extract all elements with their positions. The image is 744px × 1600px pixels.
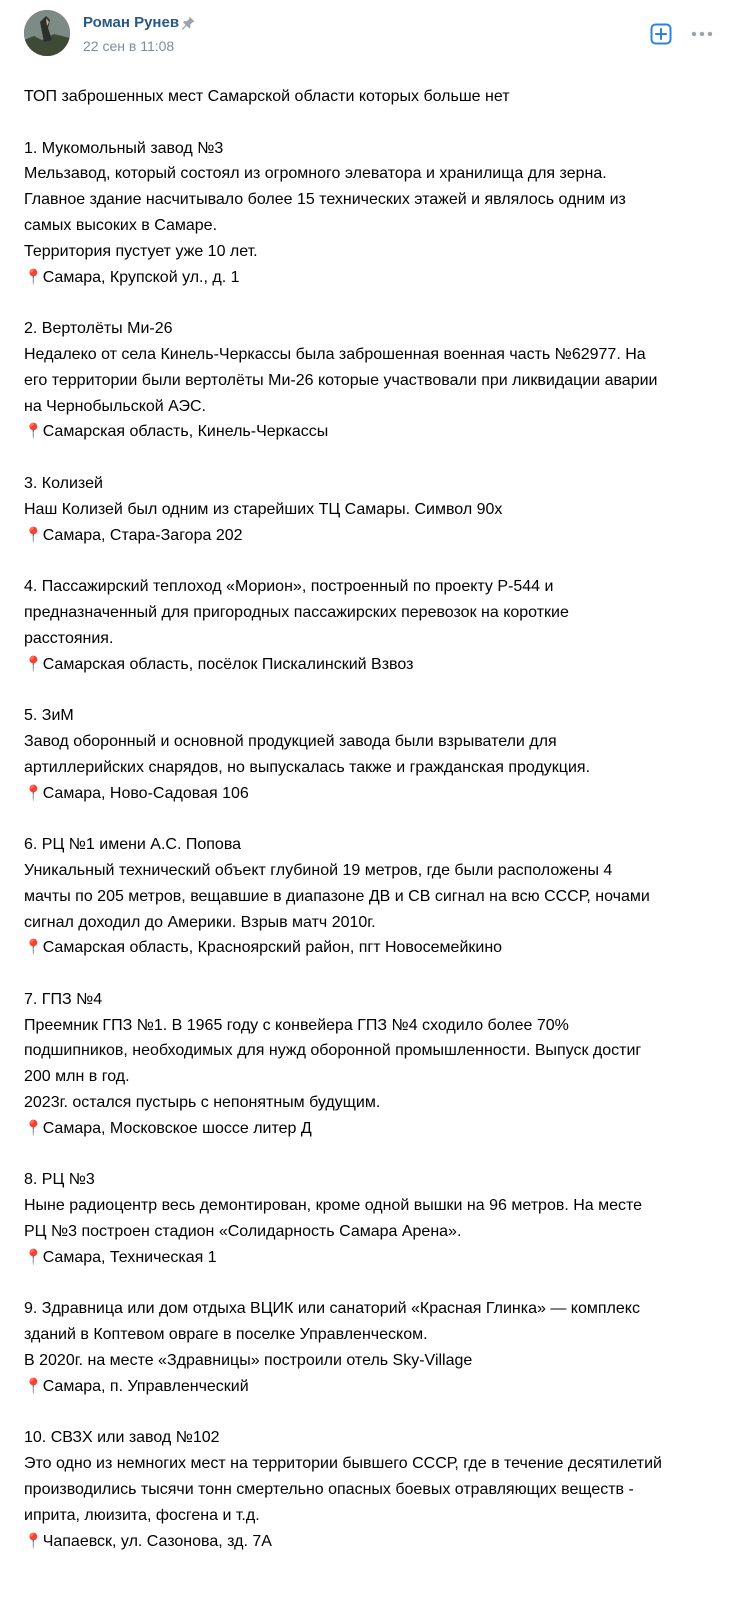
location-text: Самара, п. Управленческий (42, 1377, 249, 1395)
item-heading: 2. Вертолёты Ми-26 (24, 320, 173, 338)
list-item (24, 987, 724, 1142)
paragraph-gap (24, 445, 724, 471)
item-text-line: его территории были вертолёты Ми-26 которые участвовали при ликвидации аварии (24, 371, 658, 389)
location-pin-icon: 📍 (24, 654, 43, 673)
item-text-line: Завод оборонный и основной продукцией завода были взрыватели для (24, 732, 557, 750)
location-pin-icon: 📍 (24, 1247, 43, 1266)
item-heading: 8. РЦ №3 (24, 1171, 95, 1189)
paragraph-gap (24, 548, 724, 574)
list-item (24, 703, 724, 806)
item-text-line: мачты по 205 метров, вещавшие в диапазоне ДВ и СВ сигнал на всю СССР, ночами (24, 887, 650, 905)
paragraph-gap (24, 961, 724, 987)
item-text-line: Мельзавод, который состоял из огромного элеватора и хранилища для зерна. (24, 165, 607, 183)
location-text: Самарская область, посёлок Пискалинский Взвоз (42, 655, 414, 673)
item-location (24, 1374, 724, 1400)
paragraph-gap (24, 677, 724, 703)
item-heading: 3. Колизей (24, 474, 103, 492)
location-pin-icon: 📍 (24, 422, 43, 441)
paragraph-gap (24, 1142, 724, 1168)
item-text-line: Главное здание насчитывало более 15 технических этажей и являлось одним из (24, 191, 626, 209)
item-location (24, 1529, 724, 1555)
location-text: Самара, Крупской ул., д. 1 (42, 268, 240, 286)
item-text-line: Ныне радиоцентр весь демонтирован, кроме одной вышки на 96 метров. На месте (24, 1197, 643, 1215)
item-text-line: производились тысячи тонн смертельно опасных боевых отравляющих веществ - (24, 1481, 634, 1499)
item-text-line: Уникальный технический объект глубиной 19 метров, где были расположены 4 (24, 861, 613, 879)
item-location (24, 1116, 724, 1142)
location-text: Самара, Техническая 1 (42, 1248, 217, 1266)
item-text-line: В 2020г. на месте «Здравницы» построили отель Sky-Village (24, 1352, 473, 1370)
add-square-icon[interactable] (649, 22, 673, 46)
item-text-line: 200 млн в год. (24, 1068, 130, 1086)
item-text-line: 2023г. остался пустырь с непонятным будущим. (24, 1094, 381, 1112)
location-pin-icon: 📍 (24, 783, 43, 802)
list-item (24, 1167, 724, 1270)
location-text: Самарская область, Кинель-Черкассы (42, 423, 329, 441)
author-name[interactable]: Роман Рунев (83, 14, 180, 31)
item-heading: 5. ЗиМ (24, 707, 74, 725)
post-date[interactable]: 22 сен в 11:08 (83, 38, 175, 54)
list-item (24, 574, 724, 677)
list-item (24, 471, 724, 548)
more-horizontal-icon[interactable] (689, 22, 715, 46)
location-pin-icon: 📍 (24, 938, 43, 957)
list-item (24, 316, 724, 445)
location-text: Чапаевск, ул. Сазонова, зд. 7А (42, 1532, 272, 1550)
item-heading: 7. ГПЗ №4 (24, 990, 103, 1008)
item-heading: 6. РЦ №1 имени А.С. Попова (24, 836, 242, 854)
item-location (24, 419, 724, 445)
item-location (24, 523, 724, 549)
paragraph-gap (24, 806, 724, 832)
item-heading: 9. Здравница или дом отдыха ВЦИК или санаторий «Красная Глинка» — комплекс (24, 1300, 640, 1318)
item-heading: 10. СВЗХ или завод №102 (24, 1429, 220, 1447)
item-text-line: сигнал доходил до Америки. Взрыв матч 2010г. (24, 913, 376, 931)
item-text-line: Это одно из немногих мест на территории бывшего СССР, где в течение десятилетий (24, 1455, 662, 1473)
pin-icon (180, 15, 196, 31)
location-pin-icon: 📍 (24, 1376, 43, 1395)
item-text-line: иприта, люизита, фосгена и т.д. (24, 1506, 260, 1524)
item-text-line: расстояния. (24, 629, 114, 647)
location-text: Самара, Стара-Загора 202 (42, 526, 243, 544)
list-item (24, 136, 724, 291)
post-header (24, 10, 720, 60)
location-text: Самара, Московское шоссе литер Д (42, 1119, 312, 1137)
item-text-line: РЦ №3 построен стадион «Солидарность Самара Арена». (24, 1223, 462, 1241)
item-location (24, 265, 724, 291)
item-text-line: Территория пустует уже 10 лет. (24, 242, 258, 260)
paragraph-gap (24, 1271, 724, 1297)
item-text-line: самых высоких в Самаре. (24, 216, 218, 234)
avatar-photo (24, 10, 70, 56)
location-pin-icon: 📍 (24, 267, 43, 286)
item-text-line: подшипников, необходимых для нужд оборонной промышленности. Выпуск достиг (24, 1042, 642, 1060)
avatar[interactable] (24, 10, 70, 56)
item-location (24, 935, 724, 961)
item-text-line: предназначенный для пригородных пассажирских перевозок на короткие (24, 603, 569, 621)
list-item (24, 1296, 724, 1399)
paragraph-gap (24, 110, 724, 136)
item-text-line: Недалеко от села Кинель-Черкассы была заброшенная военная часть №62977. На (24, 345, 646, 363)
post-title: ТОП заброшенных мест Самарской области которых больше нет (24, 88, 510, 105)
location-pin-icon: 📍 (24, 525, 43, 544)
location-pin-icon: 📍 (24, 1531, 43, 1550)
item-location (24, 781, 724, 807)
item-text-line: артиллерийских снарядов, но выпускалась также и гражданская продукция. (24, 758, 591, 776)
item-location (24, 652, 724, 678)
paragraph-gap (24, 290, 724, 316)
location-text: Самарская область, Красноярский район, пгт Новосемейкино (42, 939, 503, 957)
item-heading: 1. Мукомольный завод №3 (24, 139, 224, 157)
item-text-line: Преемник ГПЗ №1. В 1965 году с конвейера ГПЗ №4 сходило более 70% (24, 1016, 569, 1034)
location-pin-icon: 📍 (24, 1118, 43, 1137)
list-item (24, 1425, 724, 1554)
item-text-line: Наш Колизей был одним из старейших ТЦ Самары. Символ 90х (24, 500, 503, 518)
post-text (24, 84, 724, 1554)
paragraph-gap (24, 1400, 724, 1426)
list-item (24, 832, 724, 961)
item-text-line: на Чернобыльской АЭС. (24, 397, 206, 415)
location-text: Самара, Ново-Садовая 106 (42, 784, 249, 802)
item-heading: 4. Пассажирский теплоход «Морион», построенный по проекту Р-544 и (24, 578, 554, 596)
item-text-line: зданий в Коптевом овраге в поселке Управленческом. (24, 1326, 428, 1344)
item-location (24, 1245, 724, 1271)
